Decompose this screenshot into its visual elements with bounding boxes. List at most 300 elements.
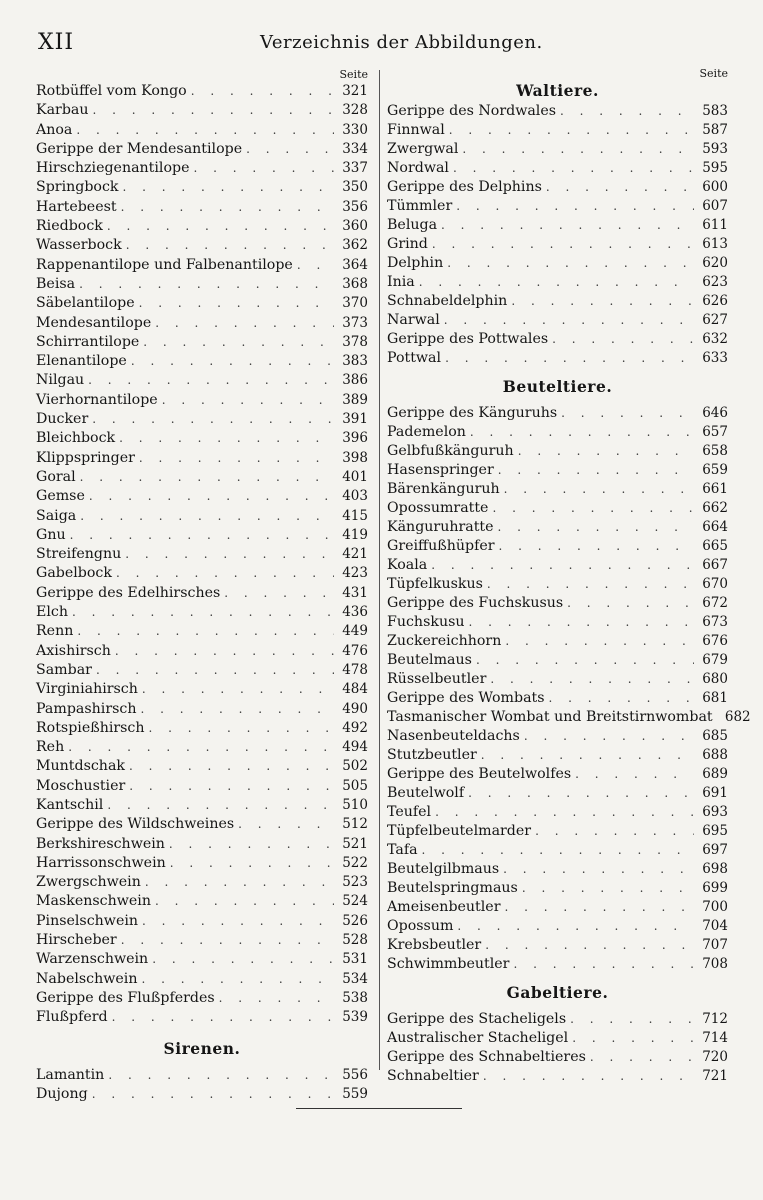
index-entry <box>387 178 728 197</box>
entry-page-number: 484 <box>342 681 368 698</box>
left-column <box>36 68 368 1104</box>
index-entry <box>36 835 368 854</box>
dot-leader <box>552 330 694 349</box>
entry-label: Zwergwal <box>387 141 459 157</box>
entry-label: Gabelbock <box>36 565 112 582</box>
entry-label: Ducker <box>36 411 89 428</box>
entry-label: Virginiahirsch <box>36 681 138 698</box>
dot-leader <box>143 333 334 352</box>
entry-label: Beutelspringmaus <box>387 880 518 896</box>
dot-leader <box>88 371 334 390</box>
entry-label: Reh <box>36 739 65 756</box>
entry-label: Hasenspringer <box>387 462 494 478</box>
entry-label: Teufel <box>387 804 432 820</box>
index-entry <box>36 950 368 969</box>
dot-leader <box>238 815 334 834</box>
dot-leader <box>549 689 694 708</box>
dot-leader <box>126 236 334 255</box>
dot-leader <box>141 970 334 989</box>
entry-page-number: 526 <box>342 912 368 929</box>
entry-label: Pampashirsch <box>36 700 137 717</box>
entry-label: Gerippe des Schnabeltieres <box>387 1049 586 1065</box>
entry-page-number: 534 <box>342 970 368 987</box>
entry-page-number: 721 <box>702 1068 728 1084</box>
entry-label: Ameisenbeutler <box>387 899 501 915</box>
entry-label: Lamantin <box>36 1066 105 1083</box>
entry-page-number: 697 <box>702 842 728 858</box>
dot-leader <box>89 487 334 506</box>
dot-leader <box>77 622 334 641</box>
dot-leader <box>131 352 334 371</box>
dot-leader <box>107 796 334 815</box>
dot-leader <box>511 292 694 311</box>
index-entry <box>387 423 728 442</box>
dot-leader <box>435 803 694 822</box>
dot-leader <box>499 537 694 556</box>
entry-label: Fuchskusu <box>387 614 465 630</box>
dot-leader <box>470 423 694 442</box>
entry-page-number: 362 <box>342 237 368 254</box>
entry-page-number: 368 <box>342 275 368 292</box>
index-entry <box>36 217 368 236</box>
index-entry <box>387 746 728 765</box>
entry-page-number: 613 <box>702 236 728 252</box>
index-entry <box>36 912 368 931</box>
entry-page-number: 423 <box>342 565 368 582</box>
dot-leader <box>498 461 694 480</box>
entry-page-number: 662 <box>702 500 728 516</box>
index-entry <box>387 822 728 841</box>
entry-page-number: 321 <box>342 83 368 99</box>
dot-leader <box>505 632 694 651</box>
index-entry <box>36 989 368 1008</box>
index-entry <box>36 410 368 429</box>
index-entry <box>36 854 368 873</box>
dot-leader <box>590 1048 694 1067</box>
dot-leader <box>193 159 334 178</box>
dot-leader <box>444 311 694 330</box>
entry-page-number: 419 <box>342 526 368 543</box>
index-entry <box>36 1085 368 1104</box>
index-entry <box>36 178 368 197</box>
index-entry <box>36 1008 368 1027</box>
entry-page-number: 708 <box>702 956 728 972</box>
entry-page-number: 494 <box>342 739 368 756</box>
entry-page-number: 593 <box>702 141 728 157</box>
running-title: Verzeichnis der Abbildungen. <box>260 32 543 53</box>
entry-label: Harrissonschwein <box>36 854 166 871</box>
index-entry <box>387 197 728 216</box>
index-entry <box>387 235 728 254</box>
entry-label: Rappenantilope und Falbenantilope <box>36 256 293 273</box>
entry-label: Gnu <box>36 526 66 543</box>
index-entry <box>387 556 728 575</box>
entry-label: Warzenschwein <box>36 951 149 968</box>
dot-leader <box>503 860 694 879</box>
entry-label: Springbock <box>36 179 119 196</box>
entry-page-number: 700 <box>702 899 728 915</box>
entry-page-number: 328 <box>342 102 368 119</box>
section-heading: Waltiere. <box>516 81 599 100</box>
entry-label: Vierhornantilope <box>36 391 158 408</box>
entry-page-number: 627 <box>702 312 728 328</box>
entry-label: Hartebeest <box>36 198 117 215</box>
entry-label: Gerippe des Fuchskusus <box>387 595 564 611</box>
entry-page-number: 587 <box>702 122 728 138</box>
entry-label: Schnabeldelphin <box>387 293 508 309</box>
index-entry <box>36 236 368 255</box>
entry-label: Gerippe des Edelhirsches <box>36 584 221 601</box>
entry-label: Anoa <box>36 121 73 138</box>
index-entry <box>36 700 368 719</box>
entry-label: Koala <box>387 557 428 573</box>
index-entry <box>36 256 368 275</box>
entry-label: Grind <box>387 236 428 252</box>
section-block <box>387 976 728 1086</box>
entry-page-number: 611 <box>702 217 728 233</box>
entry-label: Tasmanischer Wombat und Breitstirnwombat <box>387 709 713 725</box>
entry-page-number: 665 <box>702 538 728 554</box>
entry-page-number: 661 <box>702 481 728 497</box>
index-entry <box>387 727 728 746</box>
dot-leader <box>445 349 694 368</box>
entry-page-number: 681 <box>702 690 728 706</box>
entry-label: Tümmler <box>387 198 453 214</box>
index-entry <box>36 564 368 583</box>
index-entry <box>387 613 728 632</box>
dot-leader <box>116 564 334 583</box>
entry-label: Hirschziegenantilope <box>36 160 190 177</box>
entry-page-number: 431 <box>342 584 368 601</box>
entry-page-number: 664 <box>702 519 728 535</box>
dot-leader <box>469 613 695 632</box>
entry-label: Stutzbeutler <box>387 747 477 763</box>
index-entry <box>387 1067 728 1086</box>
index-entry <box>387 537 728 556</box>
entry-page-number: 523 <box>342 874 368 891</box>
entry-label: Gelbfußkänguruh <box>387 443 514 459</box>
entry-page-number: 583 <box>702 103 728 119</box>
index-entry <box>36 294 368 313</box>
index-entry <box>387 936 728 955</box>
dot-leader <box>70 526 334 545</box>
dot-leader <box>487 575 694 594</box>
entry-page-number: 657 <box>702 424 728 440</box>
index-entry <box>387 708 751 727</box>
index-entry <box>387 292 728 311</box>
index-entry <box>387 254 728 273</box>
index-entry <box>36 796 368 815</box>
entry-page-number: 667 <box>702 557 728 573</box>
sirenen-entry-list <box>36 1066 368 1105</box>
index-entry <box>36 680 368 699</box>
entry-label: Zuckereichhorn <box>387 633 502 649</box>
entry-label: Känguruhratte <box>387 519 494 535</box>
entry-label: Gerippe des Stacheligels <box>387 1011 567 1027</box>
section-heading-sirenen: Sirenen. <box>163 1038 241 1058</box>
dot-leader <box>79 275 334 294</box>
right-column <box>387 67 751 1086</box>
entry-page-number: 401 <box>342 468 368 485</box>
index-entry <box>36 603 368 622</box>
entry-page-number: 658 <box>702 443 728 459</box>
dot-leader <box>504 480 694 499</box>
index-entry <box>387 349 728 368</box>
index-entry <box>387 480 728 499</box>
dot-leader <box>560 102 694 121</box>
entry-label: Kantschil <box>36 796 104 813</box>
index-entry <box>36 777 368 796</box>
dot-leader <box>76 121 334 140</box>
entry-page-number: 337 <box>342 160 368 177</box>
index-entry <box>36 121 368 140</box>
entry-page-number: 522 <box>342 854 368 871</box>
index-entry <box>36 970 368 989</box>
entry-label: Bärenkänguruh <box>387 481 500 497</box>
index-entry <box>36 391 368 410</box>
index-entry <box>387 273 728 292</box>
index-entry <box>36 815 368 834</box>
dot-leader <box>145 873 334 892</box>
index-entry <box>36 429 368 448</box>
entry-label: Pademelon <box>387 424 466 440</box>
entry-page-number: 695 <box>702 823 728 839</box>
entry-label: Beutelwolf <box>387 785 465 801</box>
entry-page-number: 607 <box>702 198 728 214</box>
right-section-list <box>387 80 751 1086</box>
entry-label: Gemse <box>36 488 85 505</box>
entry-page-number: 559 <box>342 1085 368 1102</box>
entry-label: Dujong <box>36 1085 88 1102</box>
dot-leader <box>142 912 334 931</box>
entry-label: Rotbüffel vom Kongo <box>36 83 187 99</box>
entry-page-number: 490 <box>342 700 368 717</box>
dot-leader <box>115 642 334 661</box>
entry-page-number: 691 <box>702 785 728 801</box>
index-entry <box>36 661 368 680</box>
entry-label: Gerippe des Känguruhs <box>387 405 558 421</box>
entry-page-number: 398 <box>342 449 368 466</box>
entry-page-number: 436 <box>342 604 368 621</box>
index-entry <box>36 507 368 526</box>
index-entry <box>36 642 368 661</box>
footer-rule <box>296 1108 462 1109</box>
entry-label: Gerippe des Beutelwolfes <box>387 766 572 782</box>
index-entry <box>36 757 368 776</box>
index-entry <box>36 82 368 101</box>
entry-page-number: 698 <box>702 861 728 877</box>
dot-leader <box>535 822 694 841</box>
entry-label: Streifengnu <box>36 546 122 563</box>
index-entry <box>387 140 728 159</box>
entry-label: Renn <box>36 623 74 640</box>
index-entry <box>387 1010 728 1029</box>
dot-leader <box>567 594 694 613</box>
dot-leader <box>572 1029 694 1048</box>
entry-page-number: 383 <box>342 353 368 370</box>
entry-page-number: 502 <box>342 758 368 775</box>
dot-leader <box>561 404 694 423</box>
index-entry <box>36 352 368 371</box>
entry-page-number: 680 <box>702 671 728 687</box>
index-entry <box>387 594 728 613</box>
index-entry <box>387 102 728 121</box>
entry-label: Moschustier <box>36 777 126 794</box>
dot-leader <box>139 449 334 468</box>
entry-page-number: 556 <box>342 1066 368 1083</box>
entry-page-number: 538 <box>342 989 368 1006</box>
dot-leader <box>575 765 694 784</box>
entry-label: Flußpferd <box>36 1009 108 1026</box>
entry-label: Elenantilope <box>36 353 127 370</box>
dot-leader <box>96 661 334 680</box>
entry-label: Maskenschwein <box>36 893 151 910</box>
entry-page-number: 356 <box>342 198 368 215</box>
entry-label: Beutelgilbmaus <box>387 861 500 877</box>
section-heading: Beuteltiere. <box>502 377 613 396</box>
dot-leader <box>524 727 694 746</box>
entry-label: Narwal <box>387 312 440 328</box>
index-entry <box>387 518 728 537</box>
entry-page-number: 714 <box>702 1030 728 1046</box>
entry-page-number: 688 <box>702 747 728 763</box>
entry-label: Schnabeltier <box>387 1068 479 1084</box>
dot-leader <box>483 1067 694 1086</box>
index-entry <box>36 333 368 352</box>
index-entry <box>387 651 728 670</box>
entry-page-number: 391 <box>342 411 368 428</box>
entry-label: Berkshireschwein <box>36 835 165 852</box>
index-entry <box>36 198 368 217</box>
entry-page-number: 646 <box>702 405 728 421</box>
entry-page-number: 449 <box>342 623 368 640</box>
dot-leader <box>481 746 694 765</box>
entry-label: Opossum <box>387 918 454 934</box>
entry-label: Pottwal <box>387 350 442 366</box>
entry-label: Australischer Stacheligel <box>387 1030 569 1046</box>
entry-label: Rotspießhirsch <box>36 719 145 736</box>
index-entry <box>36 526 368 545</box>
dot-leader <box>432 235 694 254</box>
entry-label: Sambar <box>36 661 92 678</box>
entry-page-number: 373 <box>342 314 368 331</box>
dot-leader <box>68 738 334 757</box>
dot-leader <box>123 178 334 197</box>
entry-label: Muntdschak <box>36 758 126 775</box>
entry-label: Nabelschwein <box>36 970 138 987</box>
index-entry <box>36 584 368 603</box>
entry-label: Finnwal <box>387 122 445 138</box>
entry-label: Pinselschwein <box>36 912 139 929</box>
dot-leader <box>422 841 694 860</box>
seite-label: Seite <box>699 67 728 80</box>
index-entry <box>36 738 368 757</box>
dot-leader <box>490 670 694 689</box>
entry-label: Gerippe des Flußpferdes <box>36 989 215 1006</box>
index-entry <box>387 632 728 651</box>
entry-page-number: 386 <box>342 372 368 389</box>
entry-page-number: 685 <box>702 728 728 744</box>
entry-label: Schirrantilope <box>36 333 140 350</box>
index-entry <box>36 622 368 641</box>
dot-leader <box>419 273 694 292</box>
index-entry <box>36 140 368 159</box>
entry-label: Inia <box>387 274 415 290</box>
index-entry <box>387 955 728 974</box>
entry-label: Saiga <box>36 507 77 524</box>
entry-label: Rüsselbeutler <box>387 671 487 687</box>
dot-leader <box>119 429 334 448</box>
section-block <box>387 80 728 368</box>
index-entry <box>387 121 728 140</box>
index-entry <box>387 860 728 879</box>
entry-label: Nilgau <box>36 372 85 389</box>
entry-page-number: 676 <box>702 633 728 649</box>
index-entry <box>387 575 728 594</box>
entry-page-number: 670 <box>702 576 728 592</box>
index-entry <box>36 449 368 468</box>
entry-label: Mendesantilope <box>36 314 152 331</box>
entry-label: Beisa <box>36 275 76 292</box>
index-entry <box>36 1066 368 1085</box>
entry-page-number: 476 <box>342 642 368 659</box>
entry-page-number: 492 <box>342 719 368 736</box>
index-entry <box>387 765 728 784</box>
dot-leader <box>80 507 334 526</box>
entry-label: Nordwal <box>387 160 449 176</box>
entry-page-number: 478 <box>342 661 368 678</box>
entry-label: Delphin <box>387 255 444 271</box>
index-entry <box>387 689 728 708</box>
entry-page-number: 699 <box>702 880 728 896</box>
entry-page-number: 505 <box>342 777 368 794</box>
dot-leader <box>219 989 334 1008</box>
entry-page-number: 396 <box>342 430 368 447</box>
dot-leader <box>140 700 334 719</box>
entry-page-number: 679 <box>702 652 728 668</box>
dot-leader <box>504 898 694 917</box>
index-entry <box>387 841 728 860</box>
entry-label: Wasserbock <box>36 237 122 254</box>
dot-leader <box>224 584 334 603</box>
entry-page-number: 704 <box>702 918 728 934</box>
entry-label: Zwergschwein <box>36 874 141 891</box>
dot-leader <box>125 545 334 564</box>
entry-label: Greiffußhüpfer <box>387 538 495 554</box>
entry-label: Bleichbock <box>36 430 116 447</box>
index-entry <box>36 314 368 333</box>
index-entry <box>36 275 368 294</box>
entry-page-number: 600 <box>702 179 728 195</box>
index-entry <box>387 404 728 423</box>
entry-label: Nasenbeuteldachs <box>387 728 520 744</box>
entry-page-number: 528 <box>342 932 368 949</box>
dot-leader <box>518 442 694 461</box>
index-entry <box>387 499 728 518</box>
entry-label: Gerippe des Delphins <box>387 179 542 195</box>
entry-page-number: 415 <box>342 507 368 524</box>
index-entry <box>387 879 728 898</box>
dot-leader <box>139 294 334 313</box>
entry-label: Riedbock <box>36 218 103 235</box>
dot-leader <box>485 936 694 955</box>
entry-label: Karbau <box>36 102 89 119</box>
entry-page-number: 510 <box>342 796 368 813</box>
entry-label: Tafa <box>387 842 418 858</box>
entry-page-number: 620 <box>702 255 728 271</box>
dot-leader <box>152 950 334 969</box>
entry-label: Gerippe der Mendesantilope <box>36 140 243 157</box>
